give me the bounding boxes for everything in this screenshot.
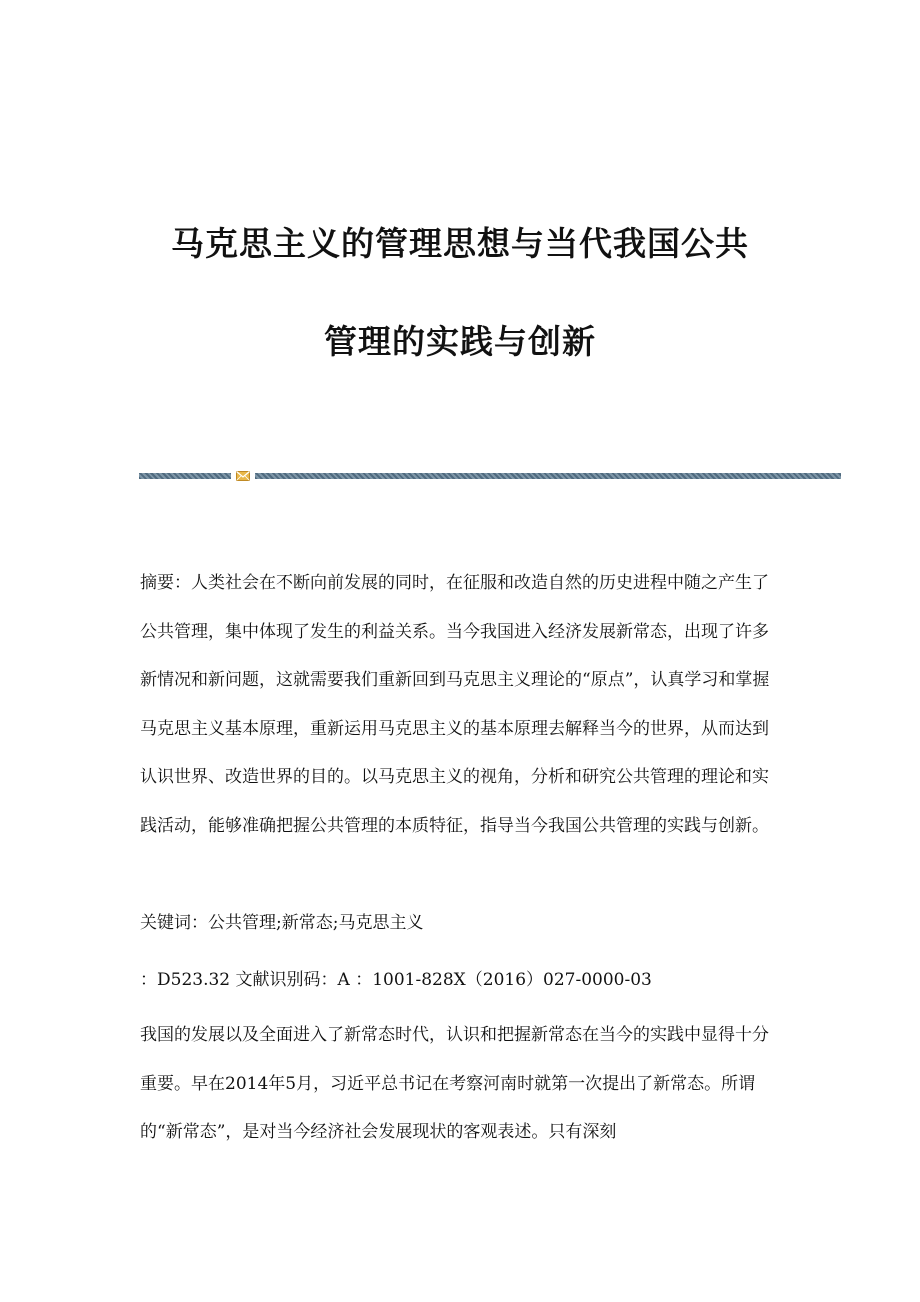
divider-bar-right (255, 473, 841, 479)
body-paragraph: 我国的发展以及全面进入了新常态时代，认识和把握新常态在当今的实践中显得十分重要。早在2014年5月，习近平总书记在考察河南时就第一次提出了新常态。所谓的“新常态”，是对当今经济社会发展现状的客观表述。只有深刻 (140, 1025, 769, 1142)
title-line-1: 马克思主义的管理思想与当代我国公共 (171, 224, 749, 263)
abstract-paragraph: 摘要：人类社会在不断向前发展的同时，在征服和改造自然的历史进程中随之产生了公共管理，集中体现了发生的利益关系。当今我国进入经济发展新常态，出现了许多新情况和新问题，这就需要我们重新回到马克思主义理论的“原点”，认真学习和掌握马克思主义基本原理，重新运用马克思主义的基本原理去解释当今的世界，从而达到认识世界、改造世界的目的。以马克思主义的视角，分析和研究公共管理的理论和实践活动，能够准确把握公共管理的本质特征，指导当今我国公共管理的实践与创新。 (140, 573, 770, 836)
decorative-divider (139, 470, 841, 482)
envelope-ornament-icon (236, 470, 250, 482)
title-line-2: 管理的实践与创新 (324, 322, 596, 361)
classification-line: ：D523.32 文献识别码：A ：1001-828X（2016）027-0000-03 (140, 970, 652, 990)
keywords-line: 关键词：公共管理;新常态;马克思主义 (140, 913, 424, 933)
divider-bar-left (139, 473, 231, 479)
